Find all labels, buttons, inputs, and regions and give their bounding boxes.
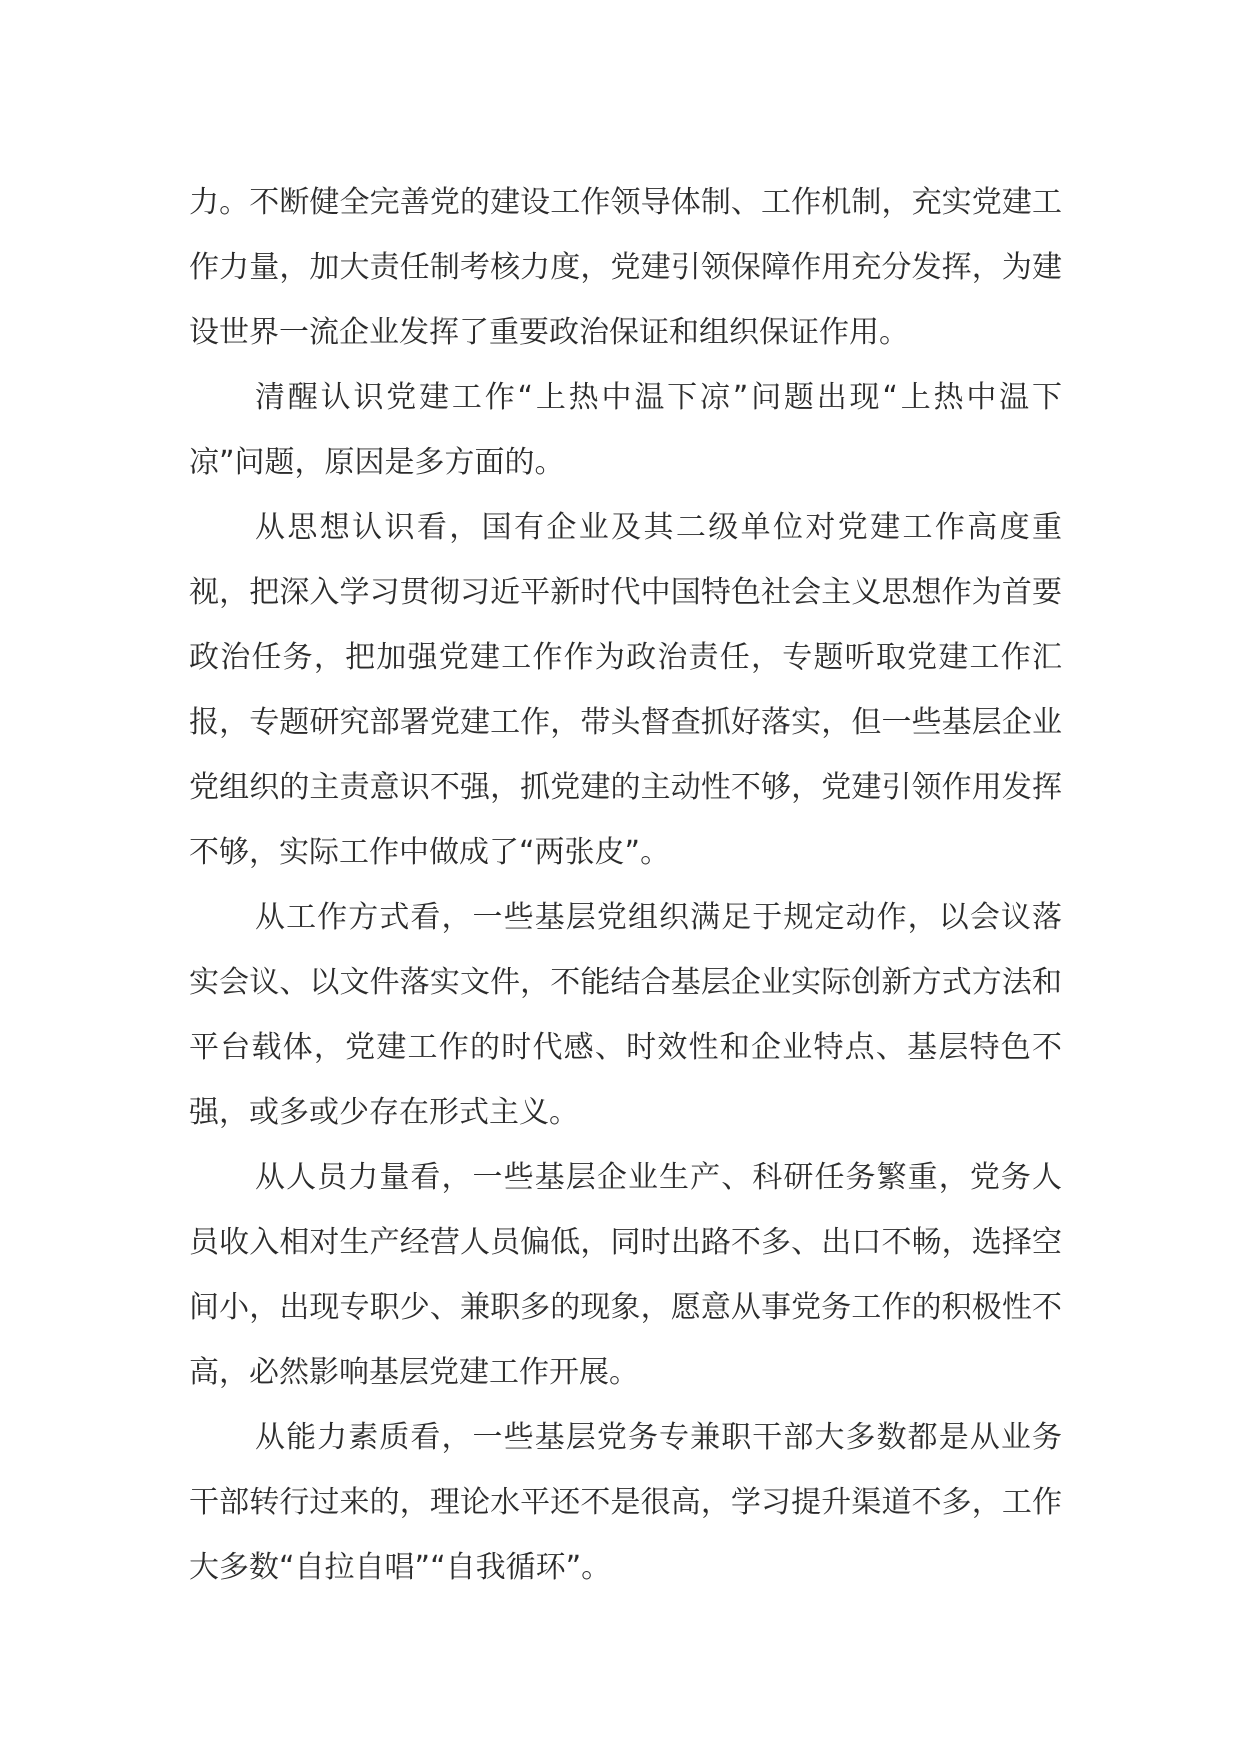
- paragraph-1: 力。不断健全完善党的建设工作领导体制、工作机制，充实党建工作力量，加大责任制考核力度，党建引领保障作用充分发挥，为建设世界一流企业发挥了重要政治保证和组织保证作用。: [189, 185, 1062, 350]
- paragraph-4: 从工作方式看，一些基层党组织满足于规定动作，以会议落实会议、以文件落实文件，不能结合基层企业实际创新方式方法和平台载体，党建工作的时代感、时效性和企业特点、基层特色不强，或多或少存在形式主义。: [189, 900, 1062, 1130]
- paragraph-6: 从能力素质看，一些基层党务专兼职干部大多数都是从业务干部转行过来的，理论水平还不是很高，学习提升渠道不多，工作大多数“自拉自唱”“自我循环”。: [189, 1420, 1062, 1585]
- paragraph-5: 从人员力量看，一些基层企业生产、科研任务繁重，党务人员收入相对生产经营人员偏低，同时出路不多、出口不畅，选择空间小，出现专职少、兼职多的现象，愿意从事党务工作的积极性不高，必然影响基层党建工作开展。: [189, 1160, 1062, 1390]
- paragraph-3: 从思想认识看，国有企业及其二级单位对党建工作高度重视，把深入学习贯彻习近平新时代中国特色社会主义思想作为首要政治任务，把加强党建工作作为政治责任，专题听取党建工作汇报，专题研究部署党建工作，带头督查抓好落实，但一些基层企业党组织的主责意识不强，抓党建的主动性不够，党建引领作用发挥不够，实际工作中做成了“两张皮”。: [189, 510, 1062, 870]
- paragraph-2: 清醒认识党建工作“上热中温下凉”问题出现“上热中温下凉”问题，原因是多方面的。: [189, 380, 1062, 480]
- document-body: [189, 170, 1062, 1600]
